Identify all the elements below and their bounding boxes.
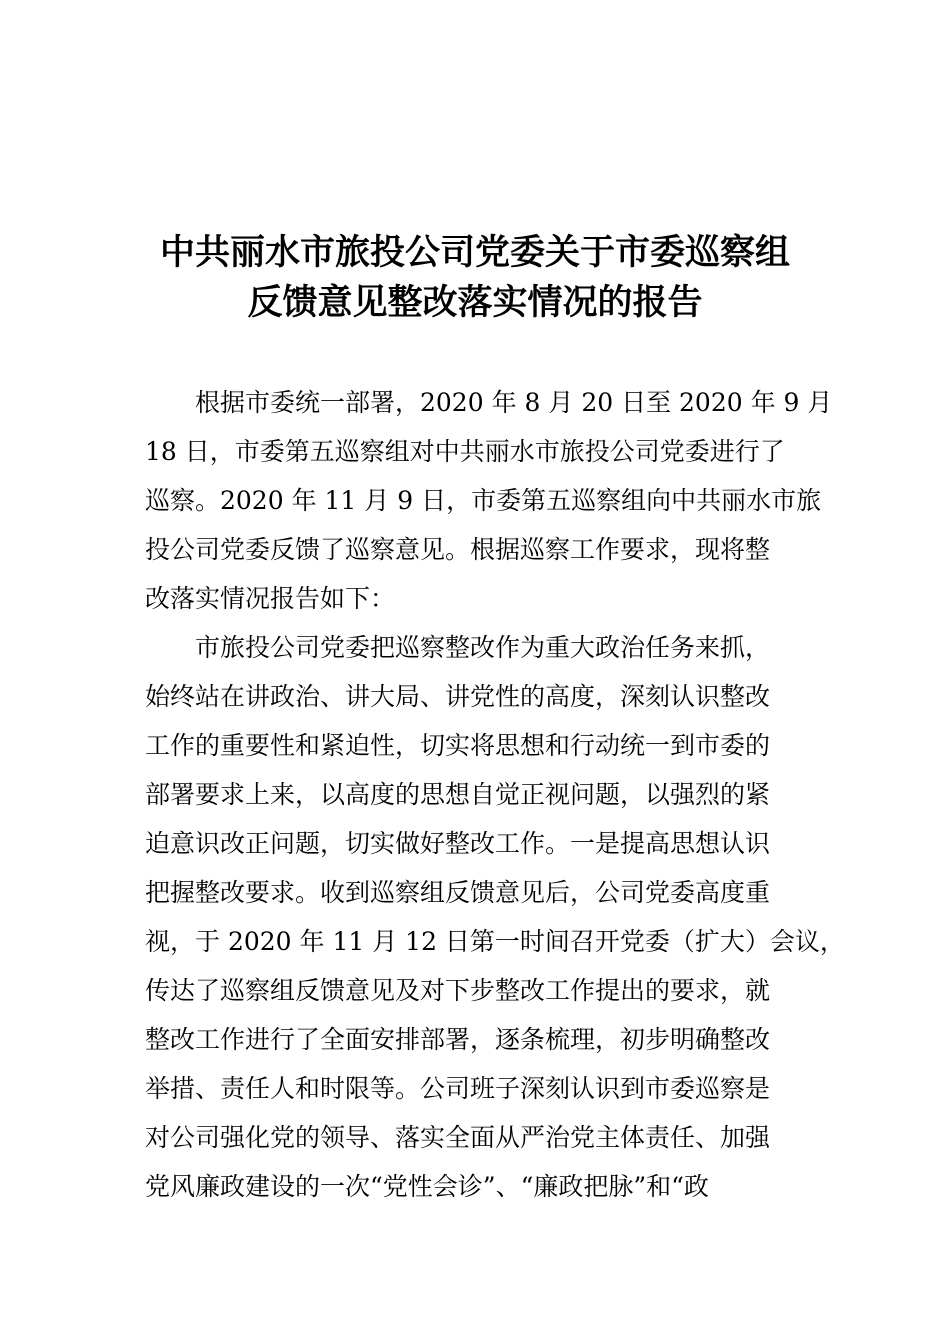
paragraph-line: 巡察。2020 年 11 月 9 日，市委第五巡察组向中共丽水市旅: [145, 486, 822, 515]
paragraph-line: 对公司强化党的领导、落实全面从严治党主体责任、加强: [145, 1123, 771, 1152]
paragraph-line: 工作的重要性和紧迫性，切实将思想和行动统一到市委的: [145, 731, 771, 760]
paragraph-line: 根据市委统一部署，2020 年 8 月 20 日至 2020 年 9 月: [195, 388, 833, 417]
paragraph-1: [145, 378, 833, 623]
paragraph-line: 18 日，市委第五巡察组对中共丽水市旅投公司党委进行了: [145, 437, 785, 466]
paragraph-line: 把握整改要求。收到巡察组反馈意见后，公司党委高度重: [145, 878, 771, 907]
document-body: [145, 378, 845, 1211]
document-title-line-2: 反馈意见整改落实情况的报告: [247, 283, 703, 323]
paragraph-line: 始终站在讲政治、讲大局、讲党性的高度，深刻认识整改: [145, 682, 771, 711]
document-title-line-1: 中共丽水市旅投公司党委关于市委巡察组: [159, 233, 790, 273]
paragraph-line: 部署要求上来，以高度的思想自觉正视问题，以强烈的紧: [145, 780, 771, 809]
paragraph-line: 视，于 2020 年 11 月 12 日第一时间召开党委（扩大）会议，: [145, 927, 845, 956]
paragraph-line: 投公司党委反馈了巡察意见。根据巡察工作要求，现将整: [145, 535, 771, 564]
paragraph-line: 举措、责任人和时限等。公司班子深刻认识到市委巡察是: [145, 1074, 771, 1103]
paragraph-line: 整改工作进行了全面安排部署，逐条梳理，初步明确整改: [145, 1025, 771, 1054]
paragraph-line: 市旅投公司党委把巡察整改作为重大政治任务来抓，: [195, 633, 771, 662]
paragraph-line: 党风廉政建设的一次“党性会诊”、“廉政把脉”和“政: [145, 1172, 709, 1201]
paragraph-2: [145, 623, 845, 1211]
paragraph-line: 改落实情况报告如下：: [145, 584, 396, 613]
paragraph-line: 迫意识改正问题，切实做好整改工作。一是提高思想认识: [145, 829, 771, 858]
paragraph-line: 传达了巡察组反馈意见及对下步整改工作提出的要求，就: [145, 976, 771, 1005]
